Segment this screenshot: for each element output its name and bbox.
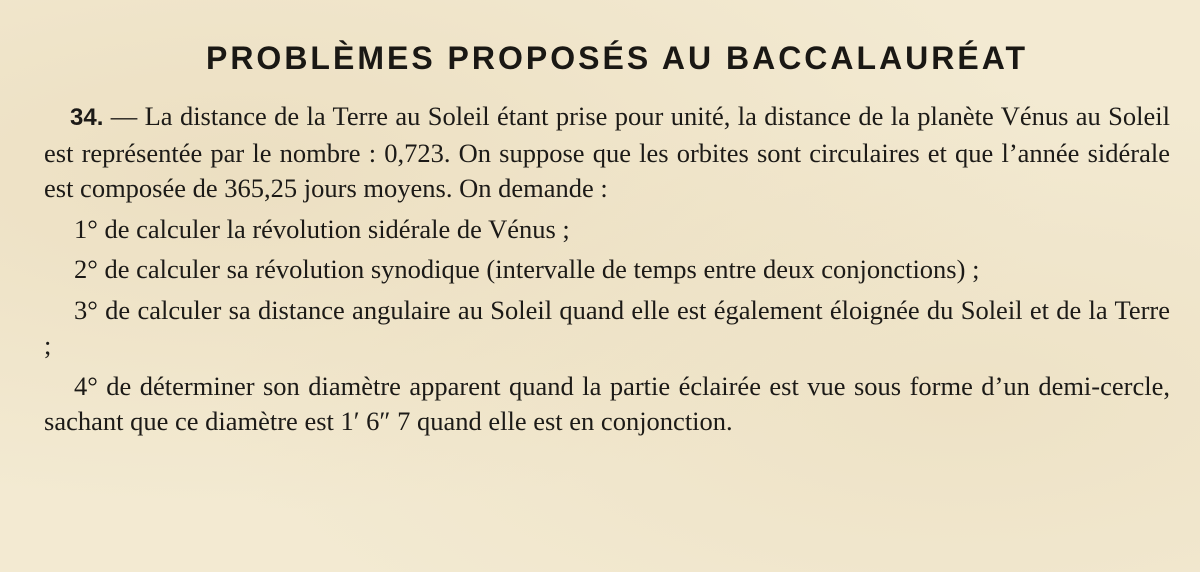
page-title: PROBLÈMES PROPOSÉS AU BACCALAURÉAT	[205, 40, 1029, 76]
question-item-2: 2° de calculer sa révolution synodique (intervalle de temps entre deux conjonctions) ;	[74, 254, 980, 284]
problem-intro-text: — La distance de la Terre au Soleil étant prise pour unité, la distance de la planète Vénus au Soleil est représentée par le nombre : 0,723. On suppose que les orbites sont circulaires et que l’année sidérale est composée de 365,25 jours moyens. On demande :	[44, 101, 1170, 203]
question-item-3: 3° de calculer sa distance angulaire au Soleil quand elle est également éloignée du Soleil et de la Terre ;	[44, 294, 1170, 360]
problem-number: 34.	[70, 104, 104, 131]
question-item-4: 4° de déterminer son diamètre apparent quand la partie éclairée est vue sous forme d’un demi-cercle, sachant que ce diamètre est 1′ 6″ 7 quand elle est en conjonction.	[44, 370, 1170, 436]
problem-text	[44, 99, 1170, 440]
problem-intro	[44, 99, 1170, 207]
question-item-1: 1° de calculer la révolution sidérale de Vénus ;	[74, 213, 570, 244]
